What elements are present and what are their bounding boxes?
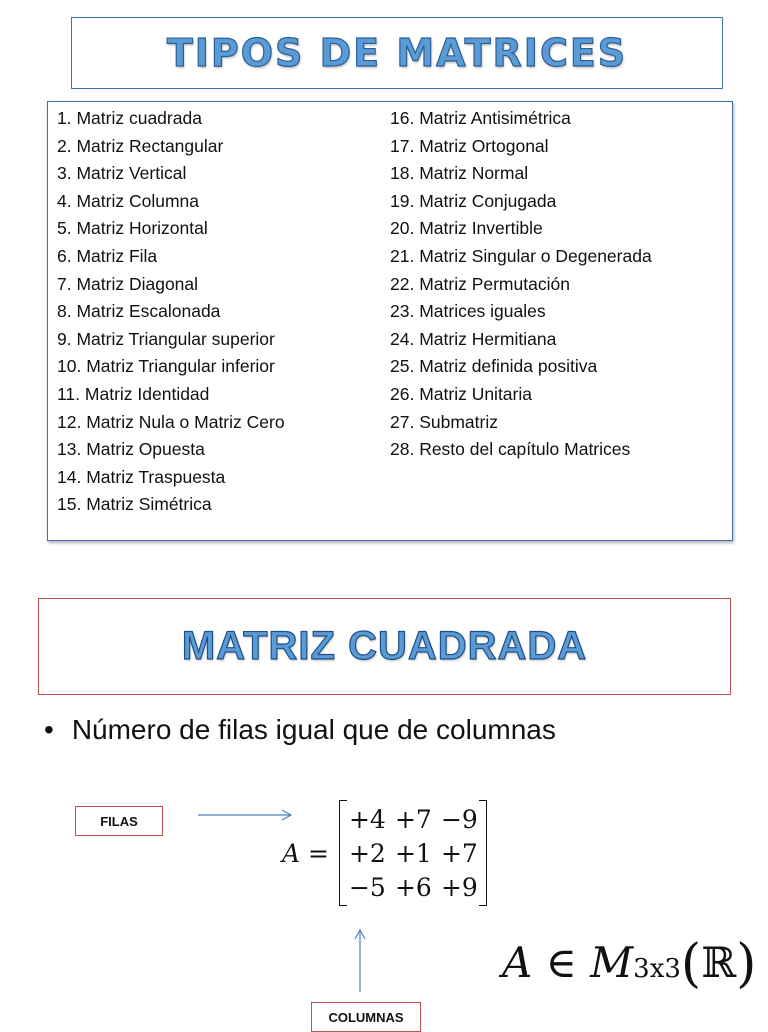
matrix-types-list [47, 101, 733, 541]
bullet-text: Número de filas igual que de columnas [71, 714, 556, 745]
list-item: 9. Matriz Triangular superior [57, 328, 275, 349]
page-title: TIPOS DE MATRICES [166, 31, 628, 75]
equals-sign: = [308, 838, 329, 868]
matrix-cell: +9 [440, 872, 478, 902]
columnas-label-text: COLUMNAS [328, 1009, 404, 1025]
bullet-point [44, 714, 556, 746]
matrix-cell: +4 [348, 804, 386, 834]
list-item: 21. Matriz Singular o Degenerada [390, 245, 652, 266]
right-bracket [479, 800, 487, 906]
list-item: 22. Matriz Permutación [390, 273, 570, 294]
list-item: 18. Matriz Normal [390, 163, 529, 184]
list-item: 25. Matriz definida positiva [390, 356, 598, 377]
formula-element: A [502, 938, 533, 987]
matrix-equation [282, 800, 487, 906]
list-item: 24. Matriz Hermitiana [390, 328, 557, 349]
list-item: 17. Matriz Ortogonal [390, 135, 549, 156]
list-item: 19. Matriz Conjugada [390, 190, 557, 211]
list-item: 11. Matriz Identidad [57, 383, 210, 404]
bullet-icon: • [44, 714, 54, 745]
list-item: 12. Matriz Nula o Matriz Cero [57, 411, 285, 432]
columnas-label [311, 1002, 421, 1032]
list-item: 23. Matrices iguales [390, 301, 546, 322]
list-column-left [57, 105, 285, 519]
list-column-right [390, 105, 652, 464]
list-item: 27. Submatriz [390, 411, 498, 432]
formula-dims: 3x3 [633, 954, 681, 984]
matrix-grid [347, 802, 479, 904]
list-item: 5. Matriz Horizontal [57, 218, 208, 239]
section-banner [38, 598, 731, 695]
title-banner [71, 17, 723, 89]
list-item: 26. Matriz Unitaria [390, 383, 532, 404]
list-item: 7. Matriz Diagonal [57, 273, 199, 294]
list-item: 28. Resto del capítulo Matrices [390, 439, 631, 460]
matrix-cell: +6 [394, 872, 432, 902]
columnas-arrow-icon [353, 928, 367, 994]
membership-formula [502, 934, 756, 994]
list-item: 8. Matriz Escalonada [57, 301, 221, 322]
left-bracket [339, 800, 347, 906]
matrix-symbol: A [282, 838, 301, 868]
list-item: 4. Matriz Columna [57, 190, 199, 211]
list-item: 1. Matriz cuadrada [57, 108, 202, 128]
filas-arrow-icon [196, 808, 296, 822]
list-item: 3. Matriz Vertical [57, 163, 187, 184]
matrix-cell: −9 [440, 804, 478, 834]
matrix-cell: +7 [394, 804, 432, 834]
filas-label [75, 806, 163, 836]
filas-label-text: FILAS [100, 813, 138, 829]
formula-space: M [590, 938, 634, 987]
formula-field: ℝ [701, 938, 737, 987]
matrix-cell: +7 [440, 838, 478, 868]
matrix-cell: +2 [348, 838, 386, 868]
list-item: 2. Matriz Rectangular [57, 135, 224, 156]
list-item: 6. Matriz Fila [57, 245, 158, 266]
element-of-icon: ∈ [545, 938, 577, 987]
section-title: MATRIZ CUADRADA [181, 624, 588, 668]
formula-close-paren: ) [736, 934, 757, 994]
list-item: 14. Matriz Traspuesta [57, 466, 226, 487]
list-item: 10. Matriz Triangular inferior [57, 356, 275, 377]
list-item: 16. Matriz Antisimétrica [390, 108, 571, 128]
matrix-cell: −5 [348, 872, 386, 902]
list-item: 15. Matriz Simétrica [57, 494, 212, 515]
formula-open-paren: ( [680, 934, 702, 994]
list-item: 13. Matriz Opuesta [57, 439, 205, 460]
list-item: 20. Matriz Invertible [390, 218, 543, 239]
matrix-cell: +1 [394, 838, 432, 868]
matrix-name [282, 839, 329, 868]
